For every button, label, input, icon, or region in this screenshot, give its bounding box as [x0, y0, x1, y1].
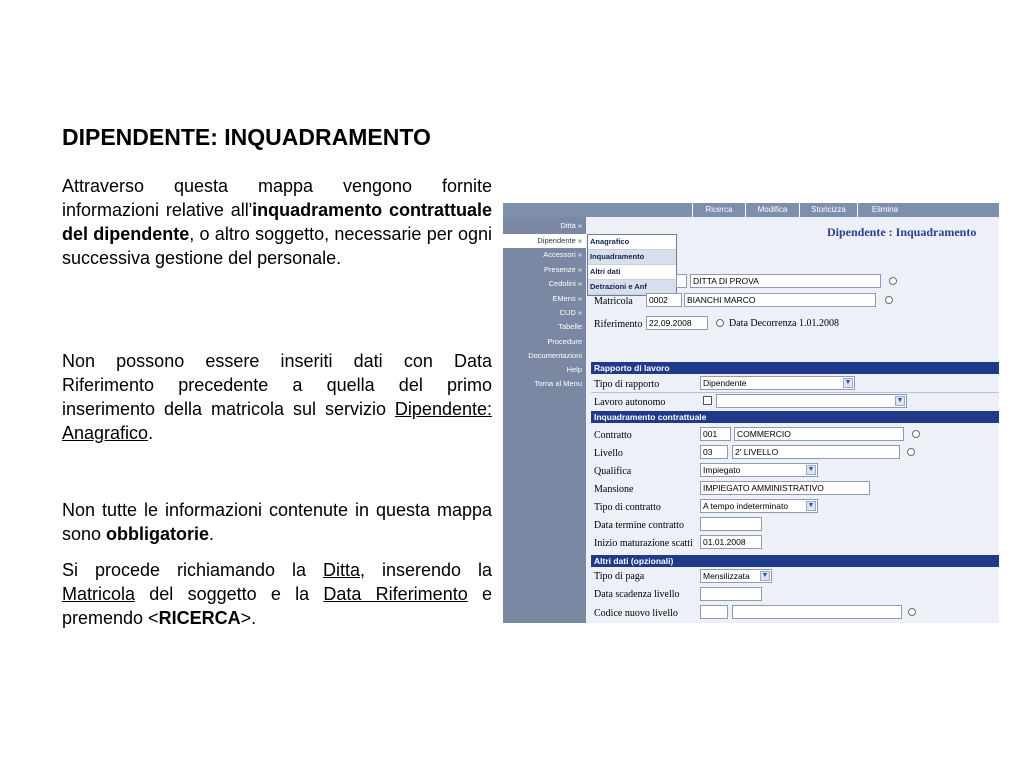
mansione-label: Mansione — [594, 484, 634, 495]
section-rapporto-lavoro: Rapporto di lavoro — [591, 362, 999, 374]
sidebar-item-procedure[interactable]: Procedure — [547, 337, 582, 346]
sidebar-item-presenze[interactable]: Presenze » — [544, 265, 582, 274]
sidebar-item-dipendente[interactable]: Dipendente » — [503, 234, 586, 248]
livello-lookup-radio[interactable] — [907, 448, 915, 456]
toolbar — [503, 203, 999, 217]
tipo-contratto-select[interactable] — [700, 499, 818, 513]
optional-paragraph — [62, 498, 492, 546]
mansione-input[interactable]: IMPIEGATO AMMINISTRATIVO — [700, 481, 870, 495]
data-termine-input[interactable] — [700, 517, 762, 531]
text-span: Non tutte le informazioni contenute in questa mappa sono — [62, 500, 492, 544]
chevron-down-icon: ▼ — [844, 379, 852, 386]
tipo-paga-select[interactable] — [700, 569, 772, 583]
riferimento-radio[interactable] — [716, 319, 724, 327]
chevron-down-icon: ▼ — [761, 572, 769, 579]
matricola-link[interactable]: Matricola — [62, 584, 136, 604]
codice-livello-code-input[interactable] — [700, 605, 728, 619]
tipo-paga-label: Tipo di paga — [594, 571, 645, 582]
contratto-lookup-radio[interactable] — [912, 430, 920, 438]
data-riferimento-link[interactable]: Data Riferimento — [323, 584, 468, 604]
codice-livello-lookup-radio[interactable] — [908, 608, 916, 616]
intro-paragraph — [62, 174, 492, 270]
sidebar-item-torna-menu[interactable]: Torna al Menu — [534, 379, 582, 388]
slide-title: DIPENDENTE: INQUADRAMENTO — [62, 124, 431, 150]
inizio-scatti-input[interactable]: 01.01.2008 — [700, 535, 762, 549]
livello-label: Livello — [594, 448, 623, 459]
select-value: Dipendente — [703, 378, 747, 388]
ditta-lookup-radio[interactable] — [889, 277, 897, 285]
elimina-button[interactable]: Elimina — [857, 203, 912, 217]
text-span: , inserendo la — [360, 560, 492, 580]
matricola-code-input[interactable]: 0002 — [646, 293, 682, 307]
text-span: Si procede richiamando la — [62, 560, 323, 580]
sidebar-item-help[interactable]: Help — [566, 365, 582, 374]
select-value: A tempo indeterminato — [703, 501, 789, 511]
sidebar-item-accessori[interactable]: Accessori » — [543, 250, 582, 259]
text-span: del soggetto e la — [135, 584, 324, 604]
contratto-name-input[interactable]: COMMERCIO — [734, 427, 904, 441]
chevron-down-icon: ▼ — [807, 466, 815, 473]
codice-livello-label: Codice nuovo livello — [594, 608, 678, 619]
qualifica-label: Qualifica — [594, 466, 632, 477]
dipendente-submenu — [587, 234, 677, 296]
text-span: . — [148, 423, 154, 443]
livello-code-input[interactable]: 03 — [700, 445, 728, 459]
matricola-lookup-radio[interactable] — [885, 296, 893, 304]
ditta-code-input[interactable] — [676, 274, 687, 288]
text-span: >. — [240, 608, 257, 628]
tipo-rapporto-select[interactable] — [700, 376, 855, 390]
lavoro-autonomo-label: Lavoro autonomo — [594, 397, 666, 408]
chevron-down-icon: ▼ — [896, 397, 904, 404]
row-divider — [591, 392, 999, 393]
ricerca-button[interactable]: Ricerca — [692, 203, 745, 217]
matricola-label: Matricola — [594, 296, 633, 307]
chevron-down-icon: ▼ — [807, 502, 815, 509]
text-span: , o altro soggetto, necessarie per ogni successiva gestione del personale. — [62, 224, 493, 268]
lavoro-autonomo-select[interactable] — [716, 394, 907, 408]
ricerca-keyword: RICERCA — [158, 608, 241, 628]
page-title: Dipendente : Inquadramento — [827, 225, 977, 239]
data-scadenza-label: Data scadenza livello — [594, 589, 680, 600]
qualifica-select[interactable] — [700, 463, 818, 477]
data-decorrenza-text: Data Decorrenza 1.01.2008 — [729, 318, 839, 329]
livello-name-input[interactable]: 2' LIVELLO — [732, 445, 900, 459]
modifica-button[interactable]: Modifica — [745, 203, 799, 217]
contratto-code-input[interactable]: 001 — [700, 427, 731, 441]
ditta-link[interactable]: Ditta — [322, 560, 360, 580]
select-value: Impiegato — [703, 465, 741, 475]
sidebar-item-ditta[interactable]: Ditta » — [560, 221, 582, 230]
inizio-scatti-label: Inizio maturazione scatti — [594, 538, 693, 549]
matricola-name-input[interactable]: BIANCHI MARCO — [684, 293, 876, 307]
sidebar-item-cud[interactable]: CUD » — [559, 308, 582, 317]
app-screenshot — [503, 203, 999, 623]
text-span: Non possono essere inseriti dati con Data Riferimento precedente a quella del primo inserimento della matricola sul servizio — [62, 351, 492, 419]
tipo-contratto-label: Tipo di contratto — [594, 502, 661, 513]
tipo-rapporto-label: Tipo di rapporto — [594, 379, 660, 390]
section-altri-dati: Altri dati (opzionali) — [591, 555, 999, 567]
constraint-paragraph — [62, 349, 492, 445]
select-value: Mensilizzata — [703, 571, 750, 581]
section-inquadramento: Inquadramento contrattuale — [591, 411, 999, 423]
contratto-label: Contratto — [594, 430, 632, 441]
lavoro-autonomo-checkbox[interactable] — [703, 396, 712, 405]
submenu-item-anagrafico[interactable]: Anagrafico — [588, 235, 676, 250]
sidebar — [503, 217, 586, 623]
data-scadenza-input[interactable] — [700, 587, 762, 601]
sidebar-item-documentazioni[interactable]: Documentazioni — [528, 351, 582, 360]
ditta-name-input[interactable]: DITTA DI PROVA — [690, 274, 881, 288]
anagrafico-link[interactable]: Dipendente: Anagrafico — [62, 399, 492, 443]
submenu-item-altri-dati[interactable]: Altri dati — [588, 265, 676, 280]
riferimento-input[interactable]: 22.09.2008 — [646, 316, 708, 330]
text-span: e premendo < — [62, 584, 492, 628]
procedure-paragraph — [62, 558, 492, 630]
submenu-item-inquadramento[interactable]: Inquadramento — [588, 250, 676, 265]
sidebar-item-emens[interactable]: EMens » — [552, 294, 582, 303]
bold-text: obbligatorie — [106, 524, 210, 544]
riferimento-label: Riferimento — [594, 319, 643, 330]
submenu-item-detrazioni[interactable]: Detrazioni e Anf — [588, 280, 676, 295]
storicizza-button[interactable]: Storicizza — [799, 203, 857, 217]
sidebar-item-tabelle[interactable]: Tabelle — [558, 322, 582, 331]
codice-livello-name-input[interactable] — [732, 605, 902, 619]
sidebar-item-cedolini[interactable]: Cedolini » — [548, 279, 582, 288]
text-span: Attraverso questa mappa vengono fornite informazioni relative all' — [62, 176, 492, 220]
text-span: . — [209, 524, 215, 544]
bold-text: inquadramento contrattuale del dipendente — [62, 200, 492, 244]
data-termine-label: Data termine contratto — [594, 520, 684, 531]
